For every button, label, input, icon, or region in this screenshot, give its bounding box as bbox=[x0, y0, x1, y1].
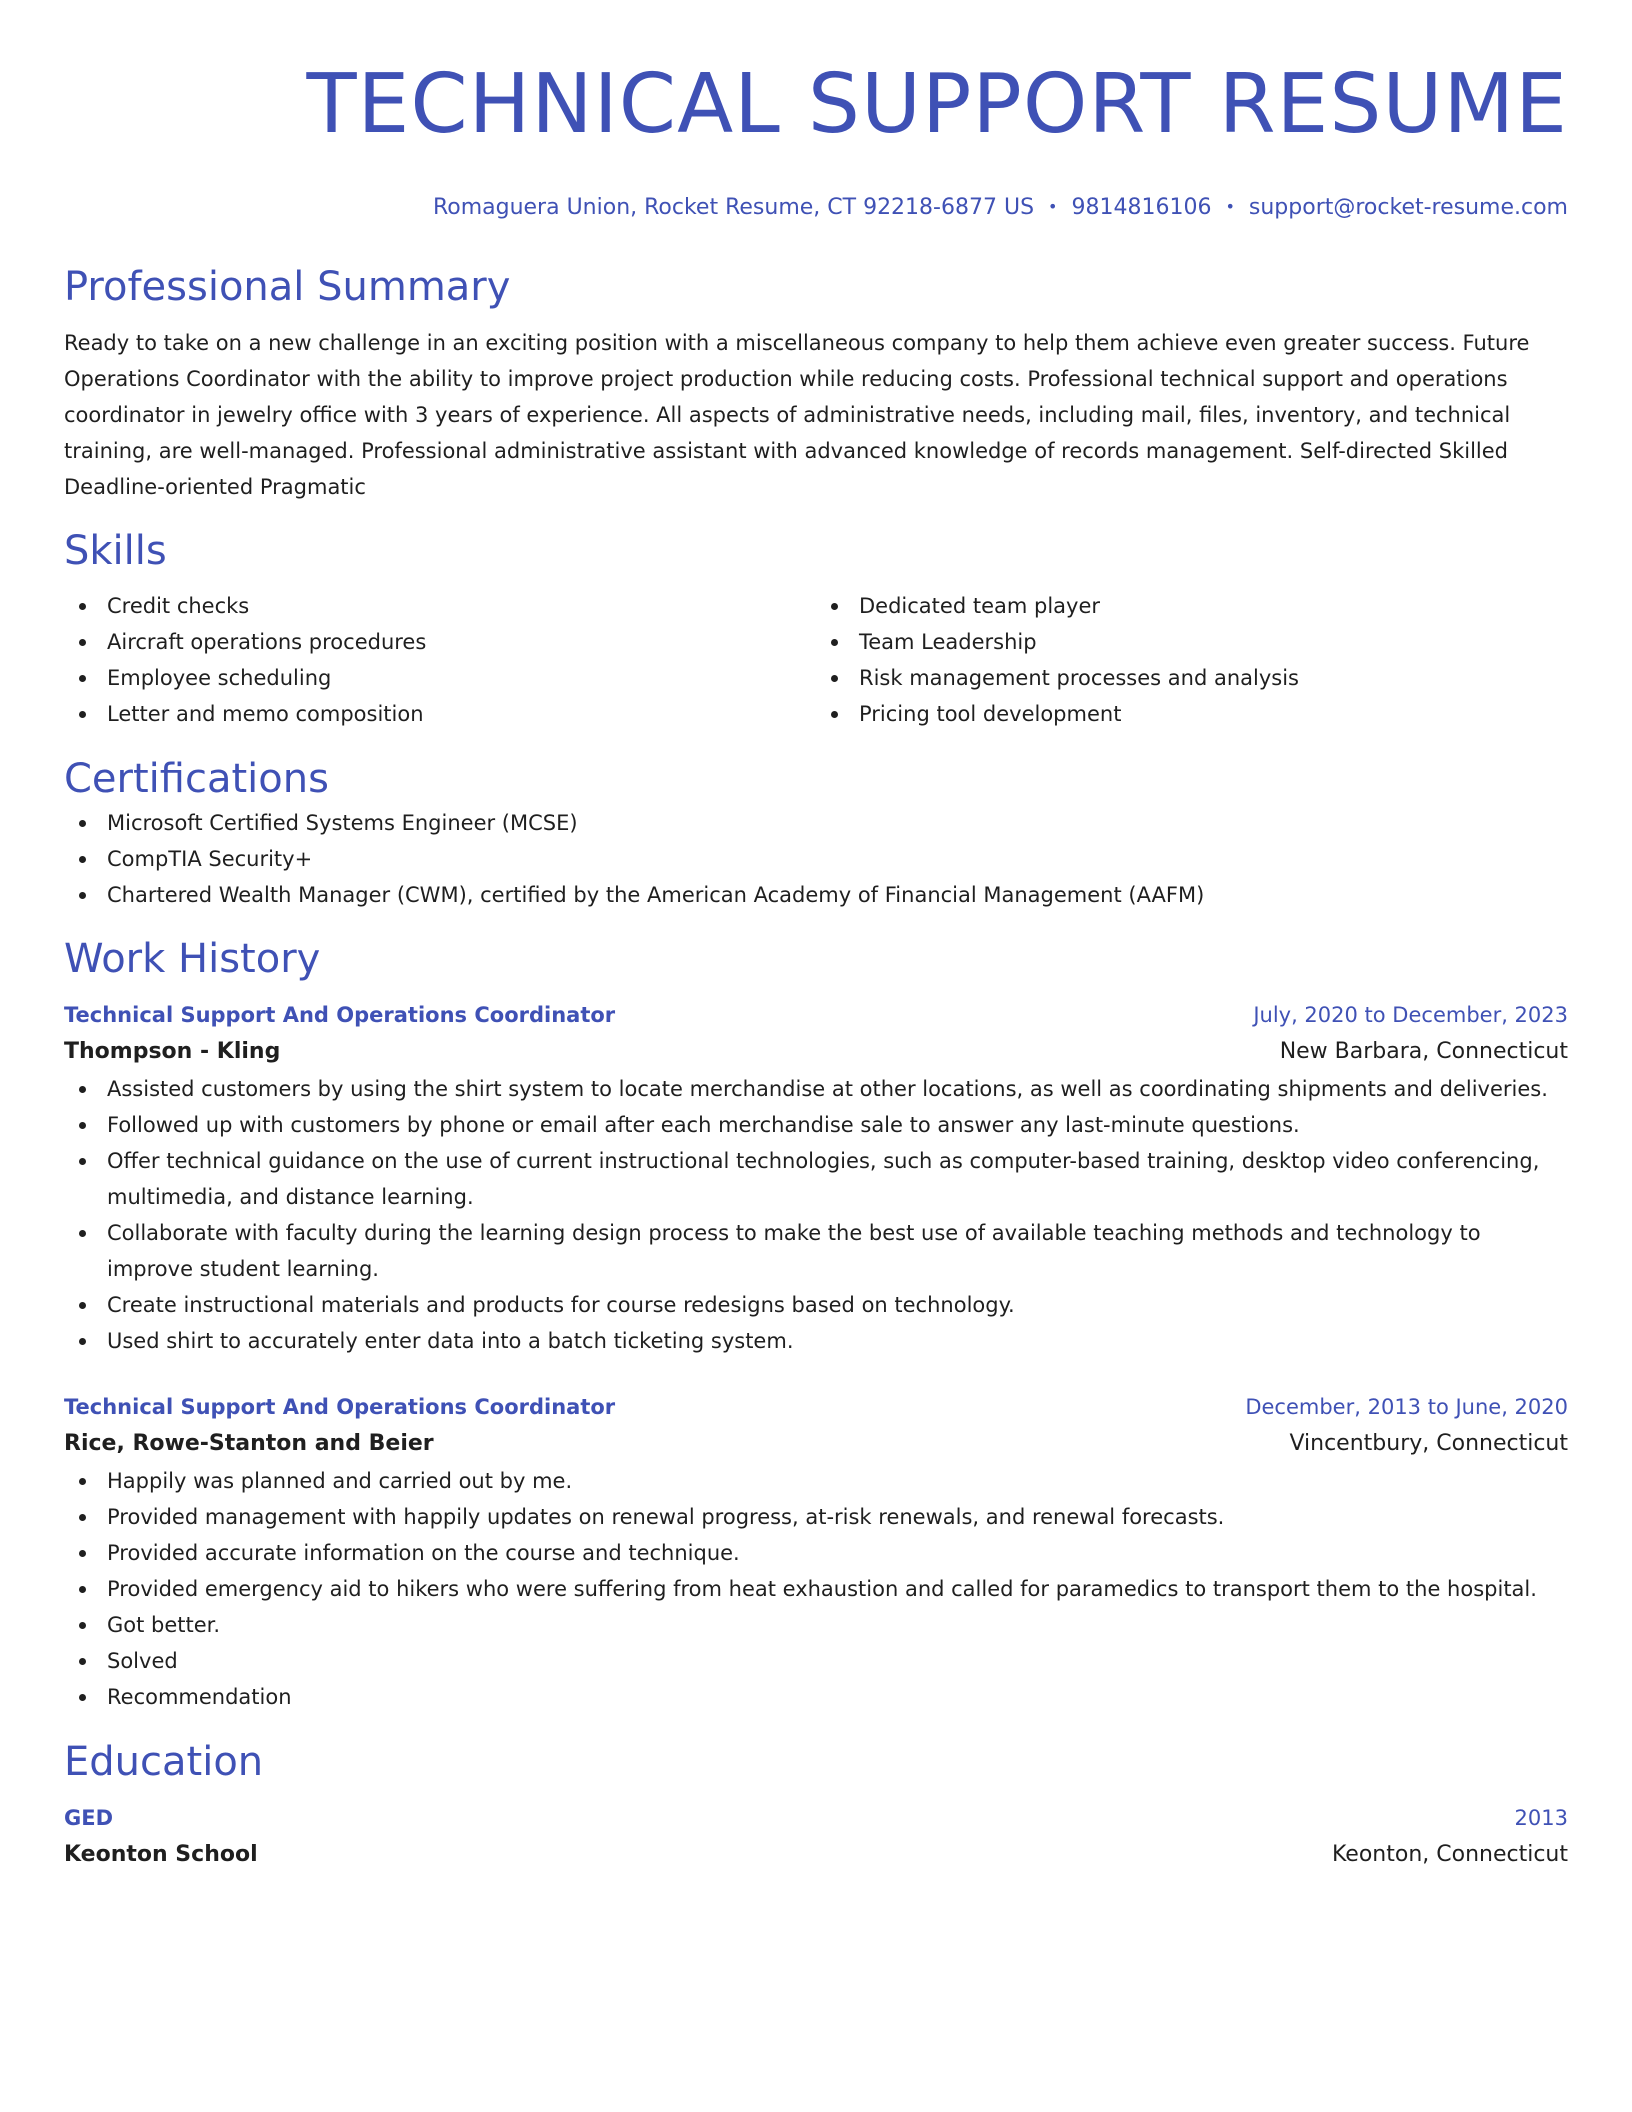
education-heading: Education bbox=[64, 1739, 264, 1785]
resume-header bbox=[64, 50, 1568, 223]
education-school: Keonton School bbox=[64, 1842, 258, 1867]
resume-title: TECHNICAL SUPPORT RESUME bbox=[306, 57, 1568, 152]
skill-item: Risk management processes and analysis bbox=[816, 660, 1568, 696]
job-entry bbox=[64, 1389, 1568, 1715]
job-bullet: Provided accurate information on the course and technique. bbox=[64, 1535, 1568, 1571]
skills-section bbox=[64, 525, 1568, 732]
work-history-heading: Work History bbox=[64, 936, 321, 982]
skill-item: Team Leadership bbox=[816, 624, 1568, 660]
job-company: Rice, Rowe-Stanton and Beier bbox=[64, 1431, 434, 1456]
job-title: Technical Support And Operations Coordinator bbox=[64, 1003, 616, 1027]
education-header-row bbox=[64, 1800, 1568, 1836]
skill-item: Dedicated team player bbox=[816, 588, 1568, 624]
job-bullet: Assisted customers by using the shirt system to locate merchandise at other locations, as well as coordinating shipments and deliveries. bbox=[64, 1071, 1568, 1107]
job-bullet: Provided emergency aid to hikers who were suffering from heat exhaustion and called for paramedics to transport them to the hospital. bbox=[64, 1571, 1568, 1607]
job-company-row bbox=[64, 1033, 1568, 1071]
skills-list-left bbox=[64, 588, 816, 732]
job-dates: July, 2020 to December, 2023 bbox=[1253, 1003, 1568, 1027]
education-location: Keonton, Connecticut bbox=[1331, 1842, 1568, 1867]
job-company: Thompson - Kling bbox=[64, 1039, 281, 1064]
certifications-heading: Certifications bbox=[64, 756, 329, 802]
skill-item: Letter and memo composition bbox=[64, 696, 816, 732]
job-bullet: Provided management with happily updates on renewal progress, at-risk renewals, and renewal forecasts. bbox=[64, 1499, 1568, 1535]
job-bullet: Collaborate with faculty during the learning design process to make the best use of available teaching methods and technology to improve student learning. bbox=[64, 1215, 1568, 1287]
job-bullet: Recommendation bbox=[64, 1679, 1568, 1715]
education-entry bbox=[64, 1800, 1568, 1874]
skill-item: Aircraft operations procedures bbox=[64, 624, 816, 660]
education-school-row bbox=[64, 1836, 1568, 1874]
certification-item: Chartered Wealth Manager (CWM), certified by the American Academy of Financial Management (AAFM) bbox=[64, 877, 1568, 913]
skills-list-right bbox=[816, 588, 1568, 732]
work-history-section bbox=[64, 933, 1568, 1715]
job-bullet: Solved bbox=[64, 1643, 1568, 1679]
skill-item: Employee scheduling bbox=[64, 660, 816, 696]
certification-item: Microsoft Certified Systems Engineer (MCSE) bbox=[64, 805, 1568, 841]
certifications-list bbox=[64, 805, 1568, 913]
job-location: New Barbara, Connecticut bbox=[1279, 1039, 1568, 1064]
job-location: Vincentbury, Connecticut bbox=[1289, 1431, 1568, 1456]
contact-separator: • bbox=[1225, 197, 1235, 216]
contact-phone: 9814816106 bbox=[1071, 195, 1212, 220]
job-entry bbox=[64, 997, 1568, 1359]
job-dates: December, 2013 to June, 2020 bbox=[1245, 1395, 1568, 1419]
job-bullet: Got better. bbox=[64, 1607, 1568, 1643]
contact-line bbox=[64, 192, 1568, 223]
job-bullet: Followed up with customers by phone or email after each merchandise sale to answer any last-minute questions. bbox=[64, 1107, 1568, 1143]
job-header-row bbox=[64, 997, 1568, 1033]
summary-section bbox=[64, 261, 1568, 505]
contact-separator: • bbox=[1048, 197, 1058, 216]
contact-address: Romaguera Union, Rocket Resume, CT 92218-6877 US bbox=[432, 195, 1035, 220]
job-bullet: Create instructional materials and products for course redesigns based on technology. bbox=[64, 1287, 1568, 1323]
education-section bbox=[64, 1736, 1568, 1874]
certifications-section bbox=[64, 753, 1568, 913]
job-bullet: Offer technical guidance on the use of current instructional technologies, such as computer-based training, desktop video conferencing, multimedia, and distance learning. bbox=[64, 1143, 1568, 1215]
certification-item: CompTIA Security+ bbox=[64, 841, 1568, 877]
job-title: Technical Support And Operations Coordinator bbox=[64, 1395, 616, 1419]
skills-columns bbox=[64, 588, 1568, 732]
contact-email[interactable]: support@rocket-resume.com bbox=[1248, 195, 1568, 220]
job-company-row bbox=[64, 1425, 1568, 1463]
job-bullet: Used shirt to accurately enter data into a batch ticketing system. bbox=[64, 1323, 1568, 1359]
job-bullet: Happily was planned and carried out by me. bbox=[64, 1463, 1568, 1499]
skill-item: Pricing tool development bbox=[816, 696, 1568, 732]
job-bullet-list bbox=[64, 1071, 1568, 1359]
skill-item: Credit checks bbox=[64, 588, 816, 624]
job-bullet-list bbox=[64, 1463, 1568, 1715]
job-header-row bbox=[64, 1389, 1568, 1425]
summary-heading: Professional Summary bbox=[64, 264, 511, 310]
summary-text: Ready to take on a new challenge in an exciting position with a miscellaneous company to help them achieve even greater success. Future Operations Coordinator with the ability to improve project production while reducing costs. Professional technical support and operations coordinator in jewelry office with 3 years of experience. All aspects of administrative needs, including mail, files, inventory, and technical training, are well-managed. Professional administrative assistant with advanced knowledge of records management. Self-directed Skilled Deadline-oriented Pragmatic bbox=[64, 331, 1530, 499]
skills-heading: Skills bbox=[64, 528, 167, 574]
education-degree: GED bbox=[64, 1806, 114, 1830]
education-year: 2013 bbox=[1514, 1806, 1568, 1830]
